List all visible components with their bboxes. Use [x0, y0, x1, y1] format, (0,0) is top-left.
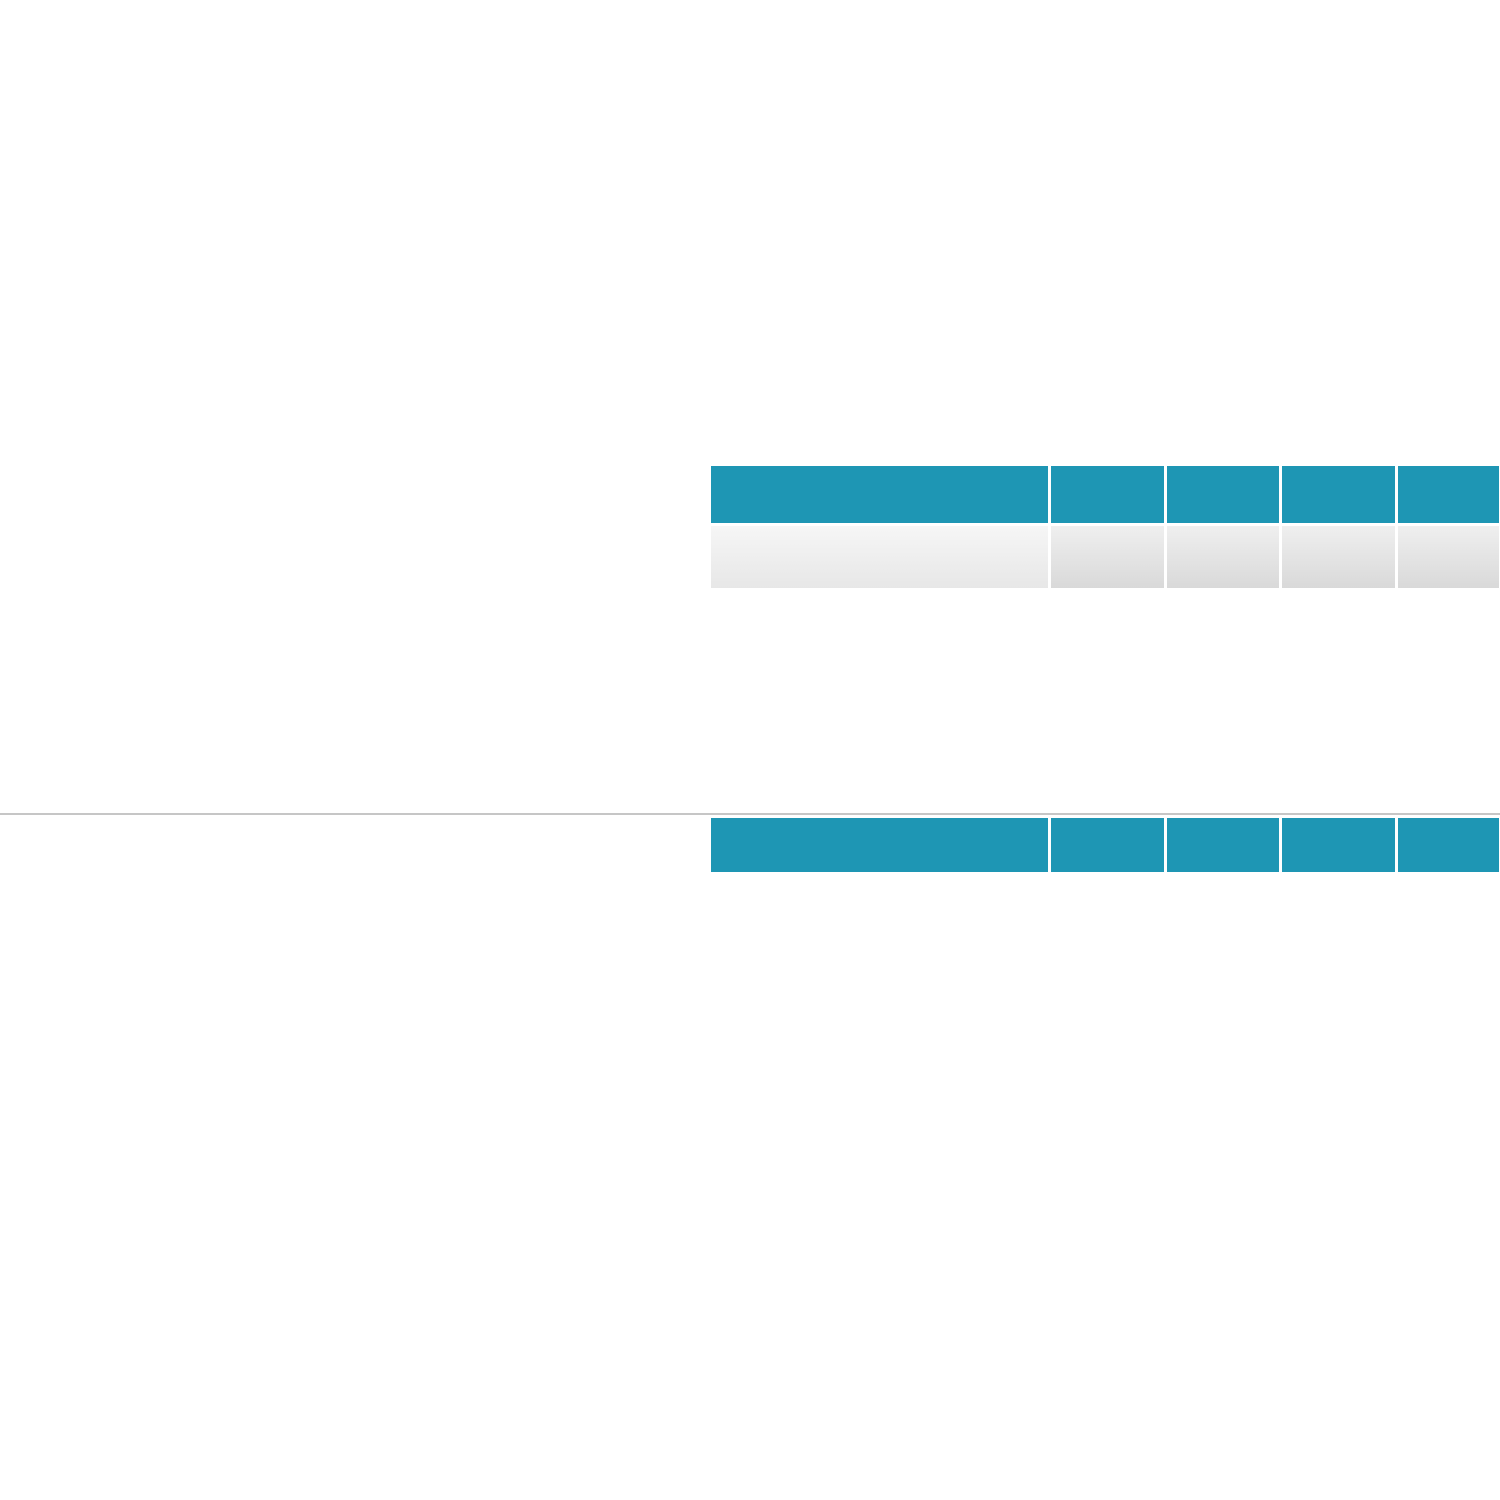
useful-length-cell: [1167, 526, 1279, 588]
column-header-total-length: [1051, 818, 1164, 872]
column-header-useful-length: [1167, 818, 1279, 872]
column-header-pu: [1282, 466, 1395, 523]
ref-cell: [1398, 526, 1499, 588]
rasp-table: [711, 818, 1487, 1087]
pu-cell: [1282, 526, 1395, 588]
column-header-pu: [1282, 818, 1395, 872]
curved-saw-blade-icon: [711, 526, 1048, 588]
field-of-use-cell: [1051, 526, 1164, 588]
section-divider: [0, 813, 1500, 815]
saw-blade-table: [711, 466, 1487, 805]
column-header-useful-length: [1167, 466, 1279, 523]
column-header-saw-blade: [711, 818, 1048, 872]
column-header-field-of-use: [1051, 466, 1164, 523]
column-header-ref: [1398, 818, 1499, 872]
column-header-saw-blade: [711, 466, 1048, 523]
saw-blade-photo: [58, 672, 346, 795]
column-header-ref: [1398, 466, 1499, 523]
handpiece-illustration: [572, 442, 702, 798]
intro-block: [55, 462, 495, 474]
